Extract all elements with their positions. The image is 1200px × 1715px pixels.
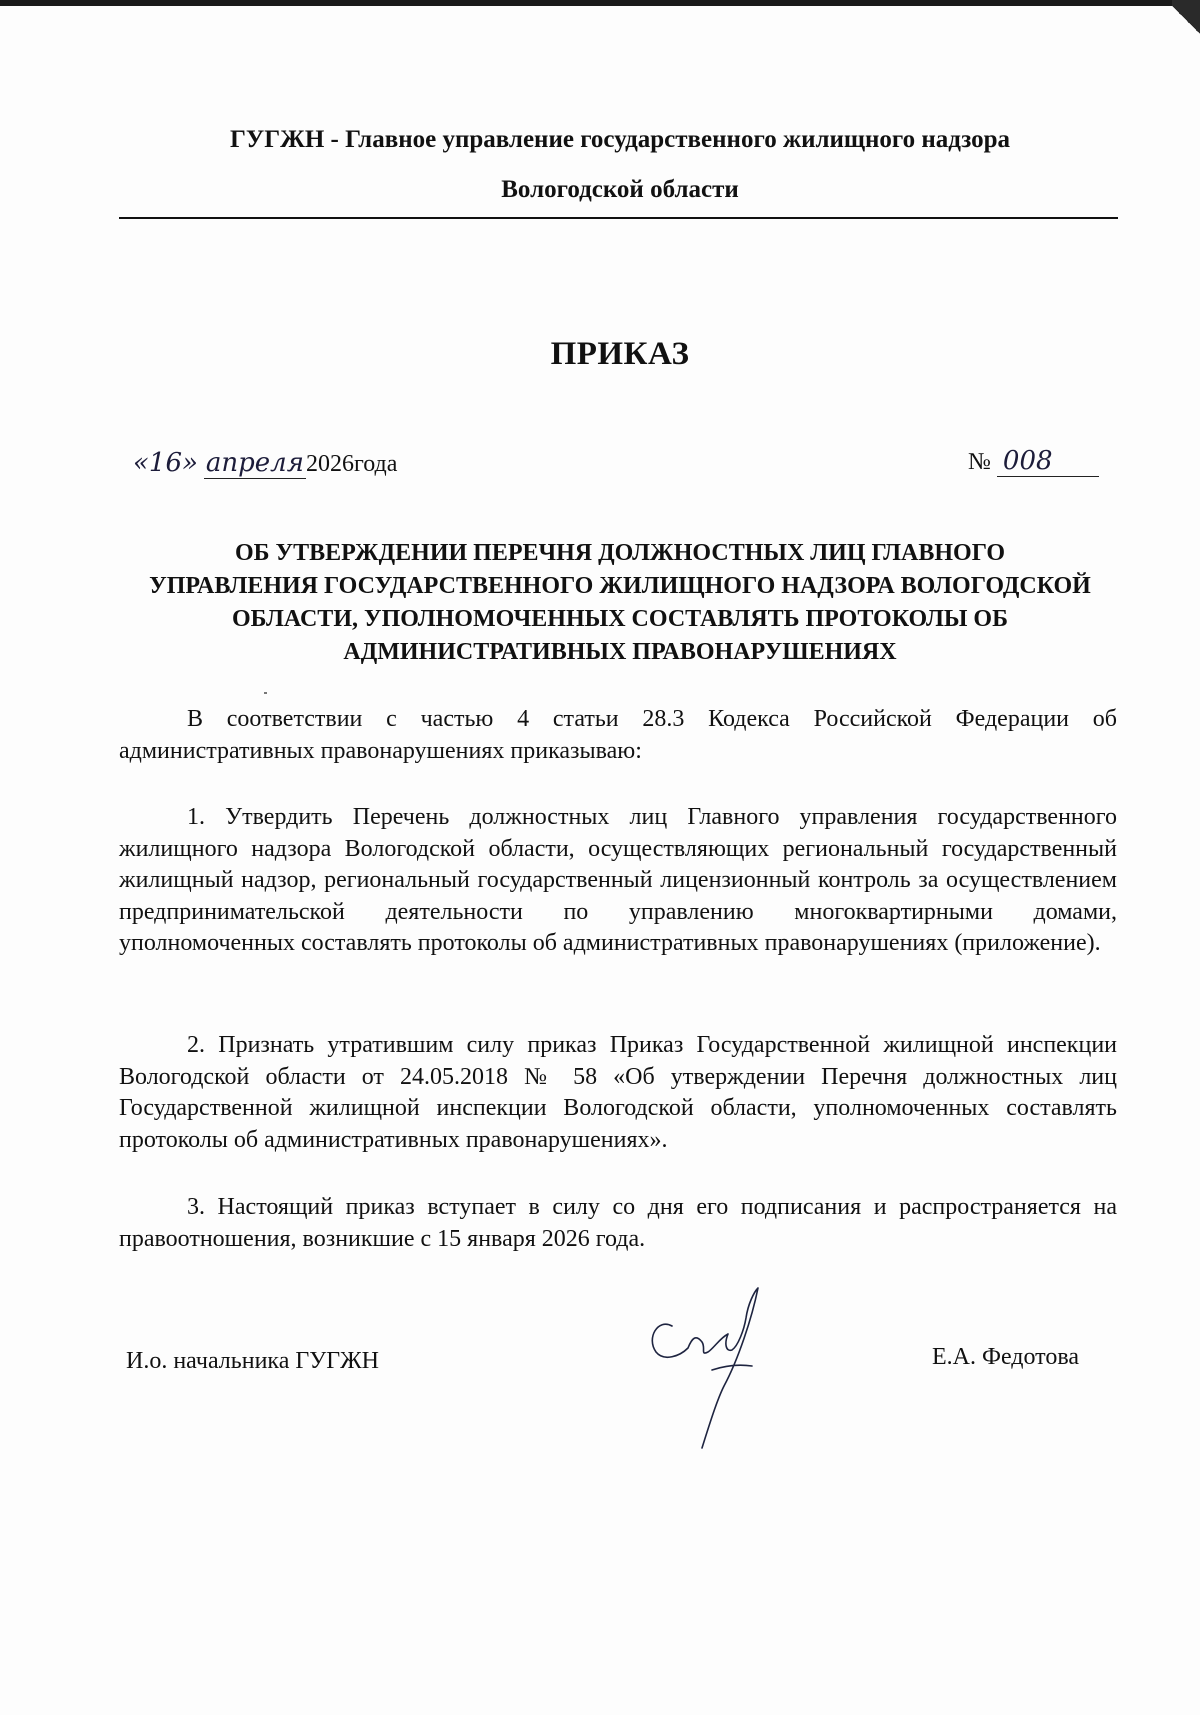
scan-edge xyxy=(0,0,1200,6)
order-date xyxy=(133,448,397,479)
signatory-position: И.о. начальника ГУГЖН xyxy=(126,1348,379,1374)
organization-region: Вологодской области xyxy=(501,176,739,203)
scan-corner xyxy=(1172,0,1200,40)
paragraph-item-2: 2. Признать утратившим силу приказ Приказ Государственной жилищной инспекции Вологодской области от 24.05.2018 № 58 «Об утверждении Перечня должностных лиц Государственной жилищной инспекции Вологодской области, уполномоченных составлять протоколы об административных правонарушениях». xyxy=(119,1032,1117,1153)
date-year: 2026 xyxy=(305,451,354,477)
scan-speck xyxy=(264,692,267,694)
document-title: ПРИКАЗ xyxy=(550,336,690,372)
handwritten-signature xyxy=(628,1278,788,1454)
date-month-handwritten: апреля xyxy=(205,448,304,478)
header-divider xyxy=(119,217,1118,219)
number-label: № xyxy=(968,449,991,475)
paragraph-item-1: 1. Утвердить Перечень должностных лиц Главного управления государственного жилищного надзора Вологодской области, осуществляющих региональный государственный жилищный надзор, региональный государственный лицензионный контроль за осуществлением предпринимательской деятельности по управлению многоквартирными домами, уполномоченных составлять протоколы об административных правонарушениях (приложение). xyxy=(119,804,1117,956)
date-day-handwritten: «16» xyxy=(133,448,198,478)
number-value-handwritten: 008 xyxy=(997,446,1099,477)
paragraph-item-3: 3. Настоящий приказ вступает в силу со дня его подписания и распространяется на правоотношения, возникшие с 15 января 2026 года. xyxy=(119,1194,1117,1252)
paragraph-intro: В соответствии с частью 4 статьи 28.3 Кодекса Российской Федерации об административных правонарушениях приказываю: xyxy=(119,706,1117,764)
order-subject: ОБ УТВЕРЖДЕНИИ ПЕРЕЧНЯ ДОЛЖНОСТНЫХ ЛИЦ ГЛАВНОГО УПРАВЛЕНИЯ ГОСУДАРСТВЕННОГО ЖИЛИЩНОГО НАДЗОРА ВОЛОГОДСКОЙ ОБЛАСТИ, УПОЛНОМОЧЕННЫХ СОСТАВЛЯТЬ ПРОТОКОЛЫ ОБ АДМИНИСТРАТИВНЫХ ПРАВОНАРУШЕНИЯХ xyxy=(149,540,1091,665)
organization-name: ГУГЖН - Главное управление государственного жилищного надзора xyxy=(229,126,1011,153)
date-month-field xyxy=(204,448,306,479)
date-suffix: года xyxy=(353,451,398,477)
order-number xyxy=(968,446,1099,477)
signatory-name: Е.А. Федотова xyxy=(932,1344,1080,1370)
